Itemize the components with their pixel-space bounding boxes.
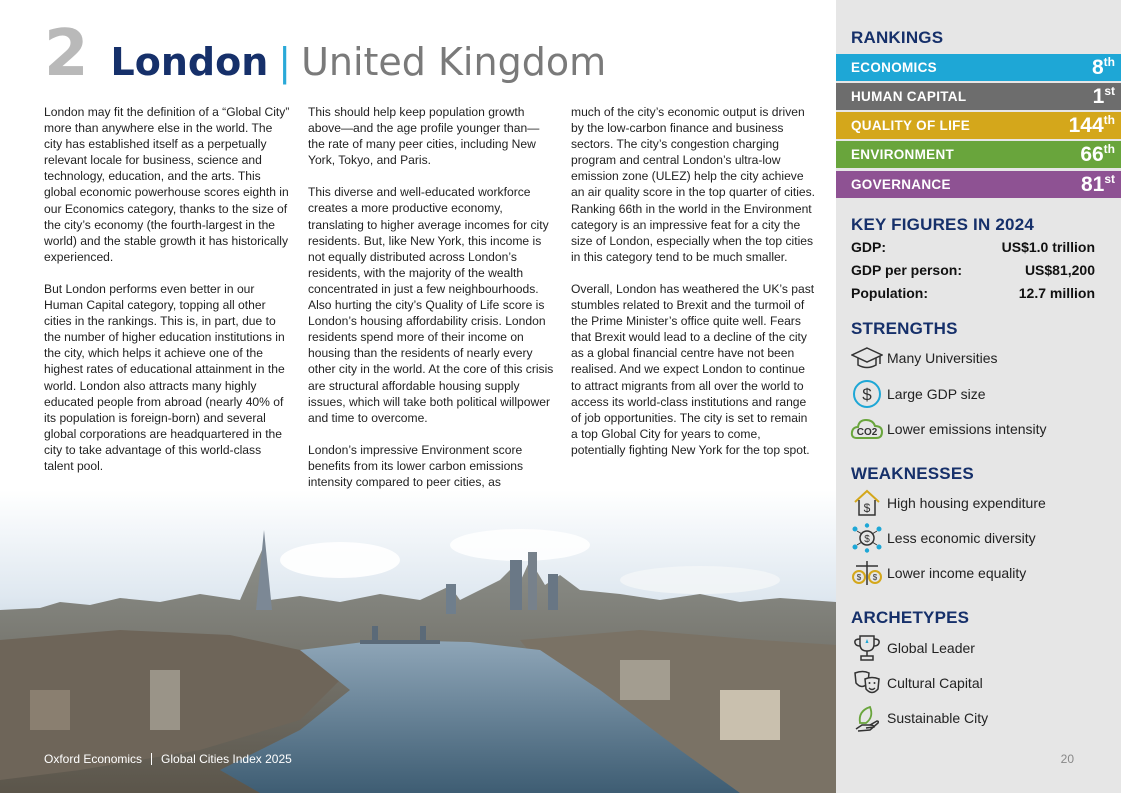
london-skyline-photo [0,490,836,793]
paragraph: London may fit the definition of a “Global City” more than anywhere else in the world. The city has established itself as a perpetually relevant locale for business, science and technology, education, and the arts. This global economic powerhouse scores eighth in our Economics category, thanks to the size of the city’s economy (the fourth-largest in the world) and the stable growth it has historically experienced. [44,105,290,264]
ranking-label: HUMAN CAPITAL [851,89,967,104]
strengths-title: STRENGTHS [851,319,958,338]
ranking-label: ENVIRONMENT [851,147,955,162]
archetype-item [850,633,975,663]
graduation-cap-icon [850,343,884,373]
archetype-label: Cultural Capital [887,675,983,691]
leaf-hand-icon [850,703,884,733]
dollar-circle-icon [850,379,884,409]
ranking-human-capital [836,83,1121,110]
strength-item [850,343,997,373]
archetype-item [850,668,983,698]
ranking-label: QUALITY OF LIFE [851,118,970,133]
sidebar [836,0,1121,793]
key-figure-gdp-per-person [851,262,1095,278]
report-name: Global Cities Index 2025 [161,752,292,766]
title-separator: | [278,40,292,84]
text-column-2 [308,104,554,506]
footer [44,752,292,766]
strength-item [850,379,986,409]
house-dollar-icon [850,488,884,518]
footer-divider [151,753,152,765]
country-name: United Kingdom [301,40,607,84]
ranking-value: 1st [1092,84,1115,108]
svg-text:$: $ [864,534,870,545]
ranking-environment [836,141,1121,168]
key-figure-gdp [851,239,1095,255]
weakness-item [850,488,1046,518]
svg-text:CO2: CO2 [856,427,878,438]
paragraph: But London performs even better in our Human Capital category, topping all other cities in the rankings. This is, in part, due to the number of higher education institutions in the city, which helps it achieve one of the highest rates of educational attainment in the world. London also attracts many highly educated people from abroad (nearly 40% of its population is foreign-born) and several global corporations are headquartered in the city to take advantage of this world-class talent pool. [44,281,285,473]
city-name: London [110,40,269,84]
paragraph: London’s impressive Environment score benefits from its lower carbon emissions intensity compared to peer cities, as [308,442,524,489]
key-figure-label: GDP per person: [851,262,962,278]
ranking-economics [836,54,1121,81]
key-figures-title: KEY FIGURES IN 2024 [851,215,1034,234]
paragraph: much of the city’s economic output is driven by the low-carbon finance and business sectors. The city’s congestion charging program and central London’s ultra-low emission zone (ULEZ) help the city achieve an air quality score in the top quarter of cities. Ranking 66th in the world in the Environment category is an impressive feat for a city the size of London, especially when the top cities in this category tend to be much smaller. [571,105,816,264]
svg-text:$: $ [862,385,872,404]
ranking-label: GOVERNANCE [851,177,951,192]
key-figure-label: GDP: [851,239,886,255]
page-number: 20 [1060,752,1074,766]
weaknesses-title: WEAKNESSES [851,464,974,483]
ranking-value: 81st [1080,172,1115,196]
ranking-label: ECONOMICS [851,60,937,75]
ranking-value: 144th [1068,113,1115,137]
text-column-1 [44,104,290,490]
trophy-icon [850,633,884,663]
weakness-item [850,558,1026,588]
paragraph: This diverse and well-educated workforce creates a more productive economy, translating to higher average incomes for city residents. But, like New York, this income is not equally distributed across London’s residents, with the majority of the wealth concentrated in just a few neighbourhoods. Also hurting the city’s Quality of Life score is London’s housing affordability crisis. London residents spend more of their income on housing than the residents of nearly every other city in the world. At the core of this crisis are structural affordable housing supply issues, which will take both political willpower and time to overcome. [308,185,554,425]
svg-text:$: $ [872,573,878,582]
theatre-masks-icon [850,668,884,698]
strength-item [850,414,1047,444]
archetype-label: Sustainable City [887,710,989,726]
strength-label: Large GDP size [887,386,986,402]
archetype-label: Global Leader [887,640,975,656]
weakness-label: High housing expenditure [887,495,1046,511]
ranking-value: 66th [1080,142,1115,166]
ranking-governance [836,171,1121,198]
key-figure-value: US$1.0 trillion [1001,239,1095,255]
strength-label: Many Universities [887,350,998,366]
weakness-label: Less economic diversity [887,530,1036,546]
page-title [44,17,607,91]
key-figure-value: US$81,200 [1024,262,1095,278]
co2-cloud-icon [850,414,884,444]
weakness-item [850,523,1036,553]
svg-text:$: $ [856,573,862,582]
weakness-label: Lower income equality [887,565,1027,581]
archetypes-title: ARCHETYPES [851,608,970,627]
scale-icon [850,558,884,588]
rank-number: 2 [44,17,89,91]
key-figure-population [851,285,1095,301]
strength-label: Lower emissions intensity [887,421,1047,437]
key-figure-label: Population: [851,285,928,301]
paragraph: Overall, London has weathered the UK’s past stumbles related to Brexit and the turmoil of the Prime Minister’s office quite well. Fears that Brexit would lead to a decline of the city as a global financial centre have not been realised. And we expect London to continue to attract migrants from all over the world to access its world-class institutions and range of job opportunities. The city is set to remain a top Global City for years to come, potentially fighting New York for the top spot. [571,281,815,457]
rankings-title: RANKINGS [851,28,944,47]
archetype-item [850,703,988,733]
dollar-network-icon [850,523,884,553]
svg-text:$: $ [863,501,871,515]
paragraph: This should help keep population growth above—and the age profile younger than—the rate of many peer cities, including New York, Tokyo, and Paris. [308,105,540,168]
ranking-value: 8th [1091,55,1115,79]
text-column-3 [571,104,817,474]
ranking-quality-of-life [836,112,1121,139]
key-figure-value: 12.7 million [1018,285,1095,301]
publisher-name: Oxford Economics [44,752,143,766]
